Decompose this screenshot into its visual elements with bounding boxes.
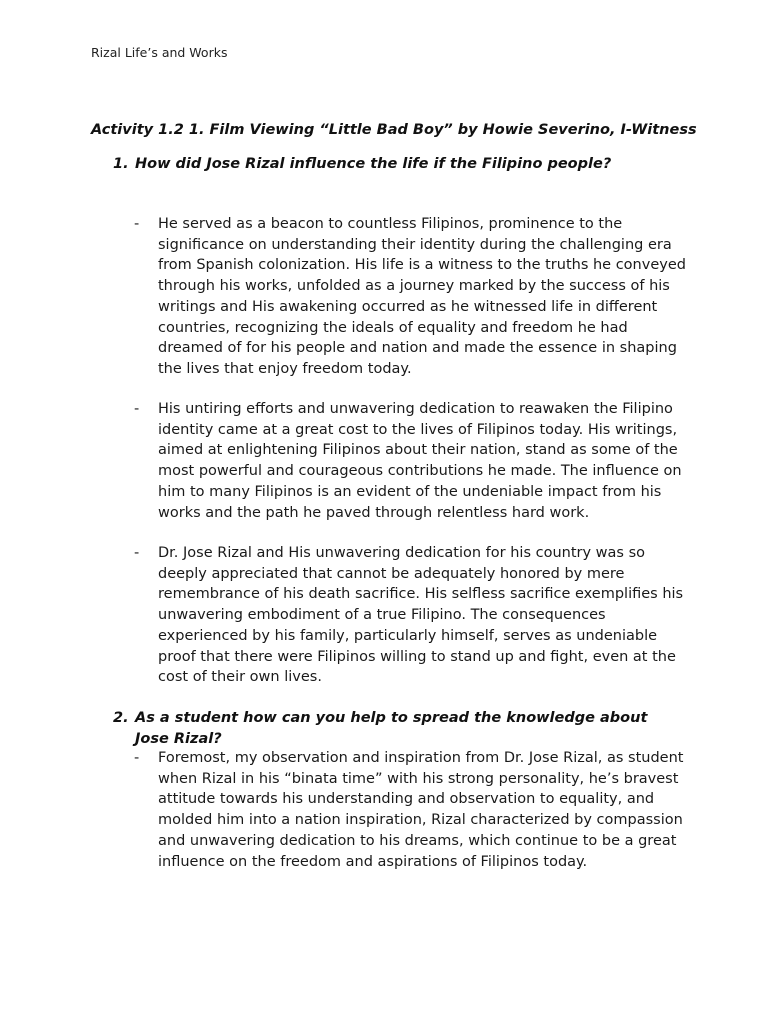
activity-title: Activity 1.2 1. Film Viewing “Little Bad Boy” by Howie Severino, I-Witness	[91, 122, 697, 138]
answer-text: Dr. Jose Rizal and His unwavering dedication for his country was so deeply appreciated that cannot be adequately honored by mere remembrance of his death sacrifice. His selfless sacrifice exemplifies his unwavering embodiment of a true Filipino. The consequences experienced by his family, particularly himself, serves as undeniable proof that there were Filipinos willing to stand up and fight, even at the cost of their own lives.	[158, 545, 684, 686]
question-text: How did Jose Rizal influence the life if the Filipino people?	[135, 156, 612, 172]
question-text: As a student how can you help to spread the knowledge about Jose Rizal?	[135, 710, 648, 747]
answer-1-1	[134, 214, 694, 380]
bullet-dash: -	[134, 545, 140, 561]
question-number: 1.	[113, 156, 129, 172]
answer-text: His untiring efforts and unwavering dedication to reawaken the Filipino identity came at a great cost to the lives of Filipinos today. His writings, aimed at enlightening Filipinos about their nation, stand as some of the most powerful and courageous contributions he made. The influence on him to many Filipinos is an evident of the undeniable impact from his works and the path he paved through relentless hard work.	[158, 401, 682, 521]
bullet-dash: -	[134, 401, 140, 417]
question-1	[113, 154, 673, 175]
running-header: Rizal Life’s and Works	[91, 45, 228, 60]
bullet-dash: -	[134, 216, 140, 232]
answer-text: He served as a beacon to countless Filipinos, prominence to the significance on understanding their identity during the challenging era from Spanish colonization. His life is a witness to the truths he conveyed through his works, unfolded as a journey marked by the success of his writings and His awakening occurred as he witnessed life in different countries, recognizing the ideals of equality and freedom he had dreamed of for his people and nation and made the essence in shaping the lives that enjoy freedom today.	[158, 216, 686, 377]
question-2	[113, 708, 653, 749]
bullet-dash: -	[134, 750, 140, 766]
question-number: 2.	[113, 710, 129, 726]
answer-2-1	[134, 748, 694, 872]
answer-1-2	[134, 399, 694, 523]
answer-1-3	[134, 543, 694, 688]
answer-text: Foremost, my observation and inspiration from Dr. Jose Rizal, as student when Rizal in his “binata time” with his strong personality, he’s bravest attitude towards his understanding and observation to equality, and molded him into a nation inspiration, Rizal characterized by compassion and unwavering dedication to his dreams, which continue to be a great influence on the freedom and aspirations of Filipinos today.	[158, 750, 684, 870]
